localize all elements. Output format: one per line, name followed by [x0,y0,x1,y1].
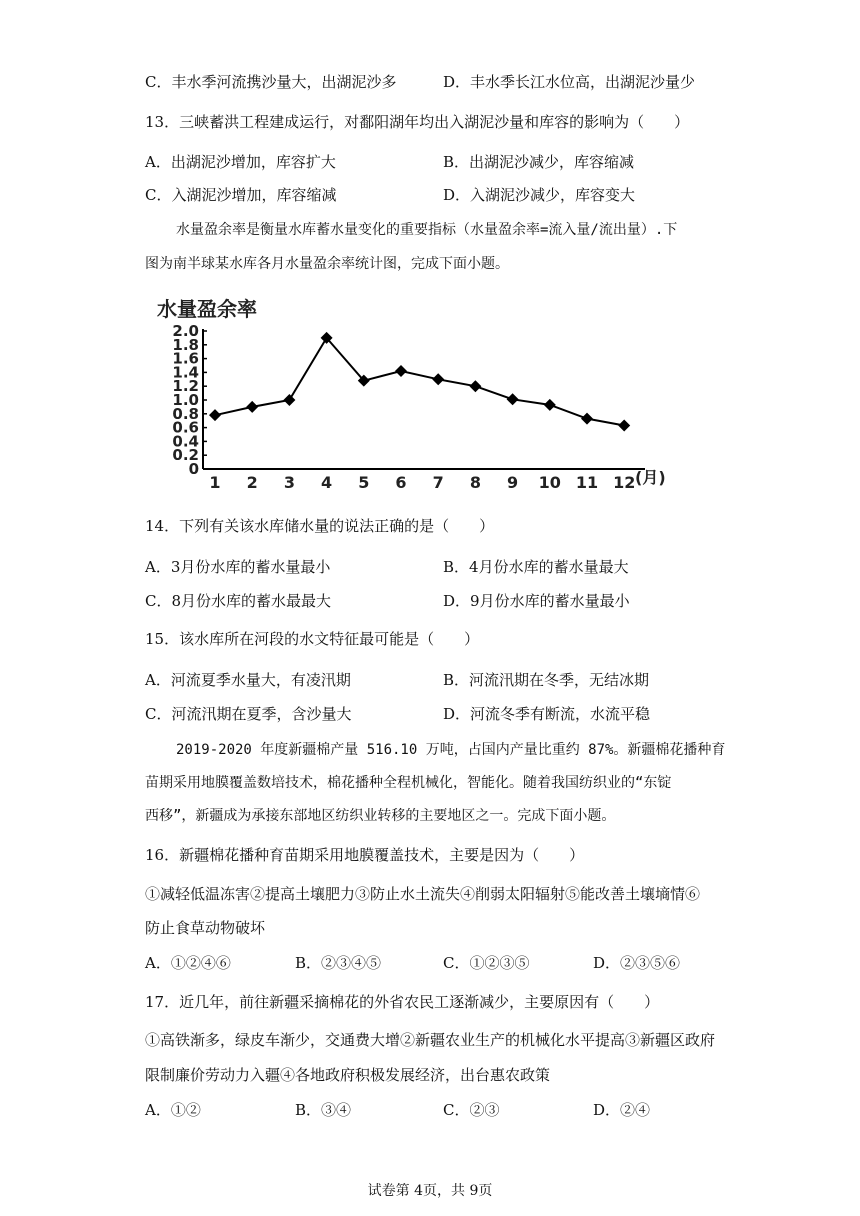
water-surplus-chart [145,294,685,494]
x-tick-label: 6 [395,473,407,492]
q14-option-a: A．3月份水库的蓄水量最小 [145,558,331,576]
y-tick-label: 1.6 [172,349,199,368]
q13-option-c: C．入湖泥沙增加，库容缩减 [145,186,337,204]
x-tick-label: 11 [575,473,599,492]
x-tick-label: 8 [469,473,481,492]
x-tick-label: 5 [358,473,370,492]
x-tick-label: 12 [613,473,636,492]
x-tick-label: 10 [538,473,561,492]
data-point-diamond [209,409,221,421]
data-point-diamond [432,373,444,385]
passage1-line1: 水量盈余率是衡量水库蓄水量变化的重要指标（水量盈余率=流入量/流出量）.下 [176,222,678,238]
q12-option-c: C．丰水季河流携沙量大，出湖泥沙多 [145,73,397,91]
q17-option-b: B．③④ [295,1101,352,1119]
y-tick-label: 1.2 [172,377,199,396]
data-point-diamond [469,380,481,392]
q15-stem: 15．该水库所在河段的水文特征最可能是（ ） [145,630,480,648]
chart-x-ticks [209,473,635,492]
y-tick-label: 0.2 [172,446,199,465]
q15-option-d: D．河流冬季有断流，水流平稳 [443,705,651,723]
q17-detail-line1: ①高铁渐多，绿皮车渐少，交通费大增②新疆农业生产的机械化水平提高③新疆区政府 [145,1031,716,1049]
data-point-diamond [544,399,556,411]
x-axis-label: (月) [635,468,666,487]
q15-option-a: A．河流夏季水量大，有凌汛期 [145,671,351,689]
x-tick-label: 9 [507,473,519,492]
y-tick-label: 0.6 [172,418,199,437]
data-point-diamond [395,365,407,377]
chart-y-ticks [172,322,207,478]
q17-option-c: C．②③ [443,1101,500,1119]
chart-axes [203,329,645,469]
q16-detail-line1: ①减轻低温冻害②提高土壤肥力③防止水土流失④削弱太阳辐射⑤能改善土壤墒情⑥ [145,885,701,903]
x-tick-label: 2 [246,473,258,492]
chart-points [209,332,630,432]
passage2-line2: 苗期采用地膜覆盖数培技术，棉花播种全程机械化，智能化。随着我国纺织业的“东锭 [145,775,672,791]
y-tick-label: 0.8 [172,404,199,423]
passage2-line3: 西移”，新疆成为承接东部地区纺织业转移的主要地区之一。完成下面小题。 [145,808,616,824]
q13-option-d: D．入湖泥沙减少，库容变大 [443,186,636,204]
x-tick-label: 3 [283,473,295,492]
q12-option-d: D．丰水季长江水位高，出湖泥沙量少 [443,73,696,91]
y-tick-label: 1.8 [172,335,199,354]
q16-detail-line2: 防止食草动物破坏 [145,919,266,937]
y-tick-label: 0 [188,460,199,478]
y-tick-label: 1.4 [172,363,199,382]
x-tick-label: 4 [321,473,333,492]
y-tick-label: 0.4 [172,432,199,451]
data-point-diamond [246,401,258,413]
chart-title: 水量盈余率 [157,297,257,321]
passage2-line1: 2019-2020 年度新疆棉产量 516.10 万吨，占国内产量比重约 87%。新疆棉花播种育 [176,742,726,758]
q17-stem: 17．近几年，前往新疆采摘棉花的外省农民工逐渐减少，主要原因有（ ） [145,993,660,1011]
x-tick-label: 1 [209,473,221,492]
q14-option-d: D．9月份水库的蓄水量最小 [443,592,630,610]
q17-option-a: A．①② [145,1101,201,1119]
q13-option-b: B．出湖泥沙减少，库容缩减 [443,153,635,171]
series-line [215,338,624,426]
q16-option-d: D．②③⑤⑥ [593,954,681,972]
y-tick-label: 1.0 [172,391,199,409]
x-tick-label: 7 [432,473,444,492]
page-footer: 试卷第 4页，共 9页 [367,1183,493,1199]
q16-option-a: A．①②④⑥ [145,954,231,972]
q14-option-b: B．4月份水库的蓄水量最大 [443,558,629,576]
q15-option-b: B．河流汛期在冬季，无结冰期 [443,671,650,689]
q14-option-c: C．8月份水库的蓄水最最大 [145,592,332,610]
q16-option-c: C．①②③⑤ [443,954,530,972]
q17-option-d: D．②④ [593,1101,651,1119]
q17-detail-line2: 限制廉价劳动力入疆④各地政府积极发展经济，出台惠农政策 [145,1066,551,1084]
q13-option-a: A．出湖泥沙增加，库容扩大 [145,153,336,171]
data-point-diamond [618,420,630,432]
y-tick-label: 2.0 [172,322,199,340]
q16-option-b: B．②③④⑤ [295,954,382,972]
data-point-diamond [507,393,519,405]
passage1-line2: 图为南半球某水库各月水量盈余率统计图，完成下面小题。 [145,256,509,272]
q14-stem: 14．下列有关该水库储水量的说法正确的是（ ） [145,517,495,535]
q16-stem: 16．新疆棉花播种育苗期采用地膜覆盖技术，主要是因为（ ） [145,846,585,864]
q13-stem: 13．三峡蓄洪工程建成运行，对鄱阳湖年均出入湖泥沙量和库容的影响为（ ） [145,113,690,131]
data-point-diamond [283,394,295,406]
q15-option-c: C．河流汛期在夏季，含沙量大 [145,705,352,723]
data-point-diamond [581,413,593,425]
